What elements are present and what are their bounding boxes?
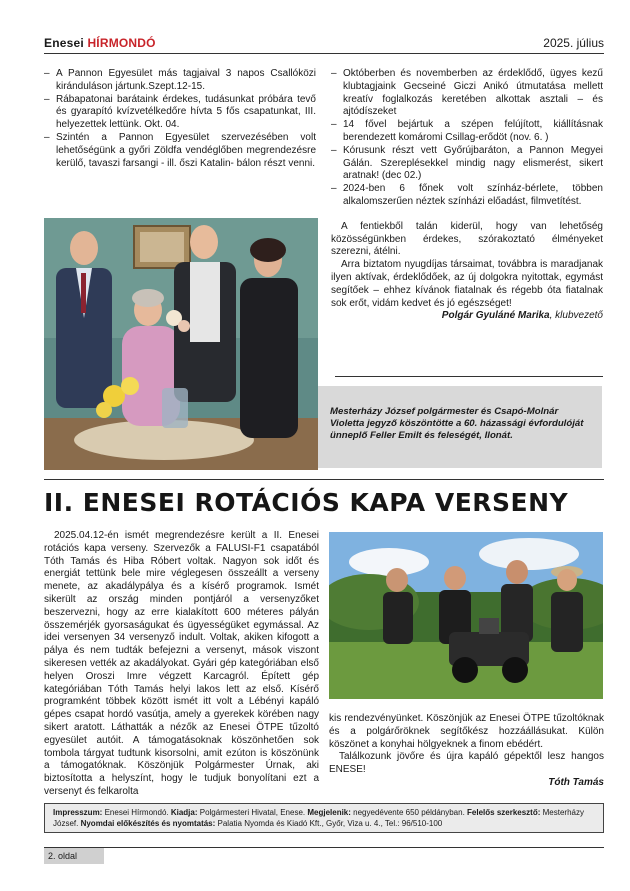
article-body: kis rendezvényünket. Köszönjük az Enesei ÖTPE tűzoltóknak és a polgárőröknek segítőkész hozzáállásukat. Külön köszönet a konyhai hölgyeknek a finom ebédért. [329, 713, 604, 750]
imprint-label: Nyomdai előkészítés és nyomtatás: [80, 819, 216, 828]
article-right-column [329, 713, 604, 790]
imprint-label: Megjelenik: [307, 808, 351, 817]
article-body: 2025.04.12-én ismét megrendezésre került a II. Enesei rotációs kapa verseny. Szervezők a FALUSI-F1 csapatából Tóth Tamás és Hiba Róbert voltak. Nagyon sok időt és energiát tettünk bele mire véglegesen összeállt a verseny menete, az akadálypálya és a kísérő programok. Ismét sikerült az ország minden pontjáról a versenyzőket beszervezni, hogy az erre kialakított 600 méteres pályán összemérjék gyorsaságukat és ügyességüket egymással. Az idei versenyen 34 versenyző indult. Voltak, akiken kifogott a pálya és nem tudták befejezni a versenyt, mások viszont sikeresen vették az akadályokat. Gyári gép kategóriában első helyen Oroszi Imre végzett Karcagról. Épített gép kategóriában Tóth Tamás helyi lakos lett az első. Kísérő programként többek között ismét itt volt a Lébényi kapáló gépes csapat hordó vasútja, amely a gyerekek körében nagy sikert aratott. Láthatták a nézők az Enesei ÖTPE tűzoltó egyesület autóit. A támogatásoknak köszönhetően sok tombola tárgyat tudtunk kisorsolni, amit ezúton is köszönünk a támogatóknak. Köszönjük Polgármester Úrnak, aki biztosította a helyszínt, hogy le tudjuk bonyolítani ezt a versenyt és felkarolta [44, 530, 319, 797]
race-photo-image [329, 532, 603, 699]
imprint-value: Polgármesteri Hivatal, Enese. [197, 808, 308, 817]
section-divider [44, 479, 604, 480]
section-divider [335, 376, 603, 377]
list-item: – Októberben és novemberben az érdeklődő, ügyes kezű klubtagjaink Gecseiné Giczi Anikó útmutatása mellett kreatív foglalkozás keretében alkottak asztali – és ajtódíszeket [331, 68, 603, 119]
page-number: 2. oldal [44, 848, 104, 864]
club-signature [331, 310, 603, 323]
club-activities-left [44, 68, 316, 170]
article-left-column [44, 530, 319, 799]
list-item: – A Pannon Egyesület más tagjaival 3 napos Csallóközi kiránduláson jártunk.Szept.12-15. [44, 68, 316, 94]
imprint-value: Enesei Hírmondó. [102, 808, 171, 817]
list-item: – Rábapatonai barátaink érdekes, tudásunkat próbára tevő és gyarapító kvízvetélkedőre hívta 5 fős csapatunkat, III. helyezettek lettünk. Okt. 04. [44, 94, 316, 132]
anniversary-photo [44, 218, 318, 470]
race-photo [329, 532, 603, 699]
imprint-value: Mesterházy József. [53, 808, 584, 828]
article-closing: Találkozunk jövőre és újra kapáló gépektől lesz hangos ENESE! [329, 751, 604, 776]
body-paragraph: Arra biztatom nyugdíjas társaimat, továbbra is maradjanak ilyen aktívak, érdeklődőek, az új dolgokra nyitottak, egymást segítőek – ehhez kívánok fiatalnak és régebb óta fiatalnak sok erőt, vidám kedvet és jó egészséget! [331, 259, 603, 309]
imprint-label: Impresszum: [53, 808, 103, 817]
signature-name: Polgár Gyuláné Marika [441, 310, 550, 322]
brand-accent: HÍRMONDÓ [87, 36, 156, 50]
article-author: Tóth Tamás [548, 776, 604, 788]
brand-name: Enesei [44, 36, 88, 50]
imprint-label: Kiadja: [170, 808, 198, 817]
imprint-label: Felelős szerkesztő: [467, 808, 541, 817]
list-item: – 2024-ben 6 főnek volt színház-bérlete, többen alkalomszerűen néztek színházi előadást, filmvetítést. [331, 183, 603, 209]
article-title: II. ENESEI ROTÁCIÓS KAPA VERSENY [44, 488, 569, 517]
list-item: – Szintén a Pannon Egyesület szervezésében volt lehetőségünk a győri Zöldfa vendéglőben megrendezésre kerülő, tavaszi farsangi - ill. őszi Katalin- bálon részt venni. [44, 132, 316, 170]
imprint-box [44, 803, 604, 833]
page-footer [44, 847, 604, 863]
issue-date: 2025. július [543, 36, 604, 50]
photo-caption-box [318, 386, 602, 468]
masthead-brand [44, 36, 156, 50]
page-header [44, 32, 604, 54]
imprint-value: negyedévente 650 példányban. [350, 808, 468, 817]
list-item: – Kórusunk részt vett Győrújbaráton, a Pannon Megyei Gálán. Szereplésekkel mindig nagy elismerést, sikert aratnak! (dec 02.) [331, 145, 603, 183]
list-item: – 14 fővel bejártuk a szépen felújított, kiállításnak berendezett komáromi Csillag-erődöt (nov. 6. ) [331, 119, 603, 145]
anniversary-photo-image [44, 218, 318, 470]
imprint-value: Palatia Nyomda és Kiadó Kft., Győr, Viza u. 4., Tel.: 96/510-100 [215, 819, 443, 828]
photo-caption: Mesterházy József polgármester és Csapó-Molnár Violetta jegyző köszöntötte a 60. házassági évfordulóját ünneplő Feller Emilt és feleségét, Ilonát. [330, 406, 584, 441]
body-paragraph: A fentiekből talán kiderül, hogy van lehetőség közösségünkben érdekes, szórakoztató élményeket szerezni, átélni. [331, 220, 603, 258]
club-activities-right [331, 68, 603, 323]
signature-role: , klubvezető [549, 310, 603, 322]
